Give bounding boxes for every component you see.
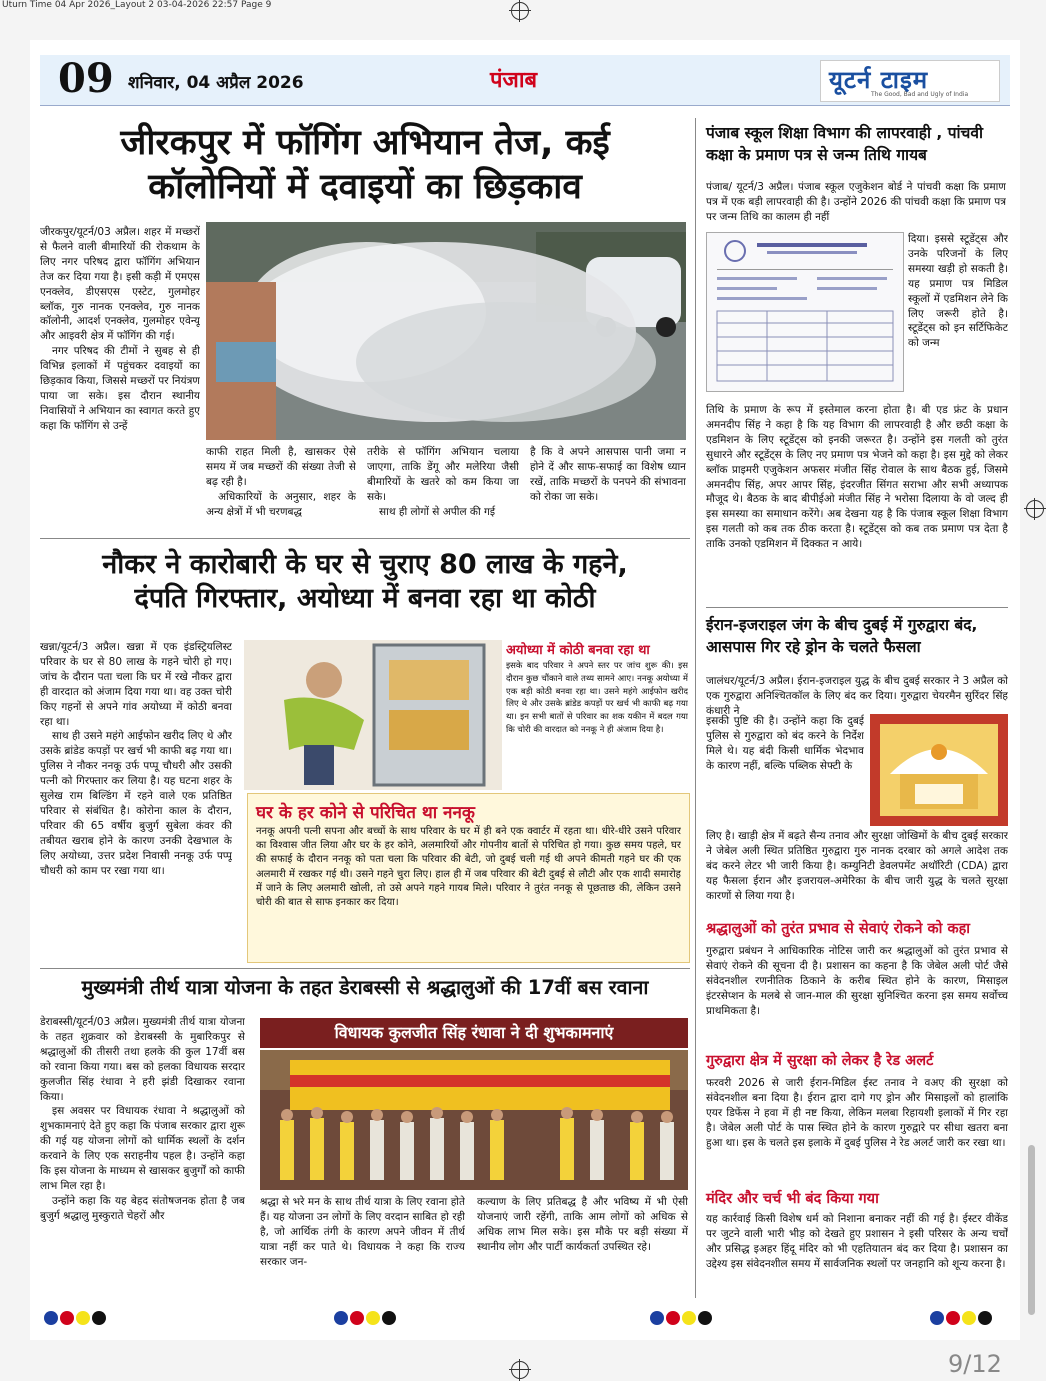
story-divider <box>40 538 690 539</box>
story2-box2-title: घर के हर कोने से परिचित था ननकू <box>256 803 475 823</box>
story5-sub2-text: फरवरी 2026 से जारी ईरान-मिडिल ईस्ट तनाव ने वअए की सुरक्षा को संवेदनशील बना दिया है। ईरान द्वारा दागे गए ड्रोन और मिसाइलों को हालांकि एयर डिफेंस ने हवा में ही नष्ट किया, लेकिन मलबा रिहायशी इलाकों में गिर रहा है। जेबेल अली पोर्ट के पास स्थित होने के कारण गुरुद्वारे पर सीधा खतरा बना हुआ था। इस के चलते इस इलाके में दुबई पुलिस ने रेड अलर्ट जारी कर रखा था। <box>706 1077 1008 1149</box>
registration-mark-top <box>511 2 529 20</box>
logo-tagline: The Good, Bad and Ugly of India <box>871 91 969 98</box>
story5-subhead2: गुरुद्वारा क्षेत्र में सुरक्षा को लेकर है रेड अलर्ट <box>706 1053 934 1069</box>
story1-headline: जीरकपुर में फॉगिंग अभियान तेज, कई कॉलोनियों में दवाइयों का छिड़काव <box>120 123 610 207</box>
story-divider <box>706 607 1008 608</box>
story5-side: इसकी पुष्टि की है। उन्होंने कहा कि दुबई पुलिस से गुरुद्वारा को बंद करने के निर्देश मिले थे। यह बंदी किसी धार्मिक भेदभाव के कारण नहीं, बल्कि पब्लिक सेफ्टी के <box>706 715 864 772</box>
story2-box2 <box>247 793 690 963</box>
story3-col2: श्रद्धा से भरे मन के साथ तीर्थ यात्रा के लिए रवाना होते हैं। यह योजना उन लोगों के लिए वरदान साबित हो रही है, जो आर्थिक तंगी के कारण अपने जीवन में तीर्थ यात्रा नहीं कर पाते थे। विधायक ने कहा कि राज्य सरकार जन- <box>260 1196 465 1268</box>
story2-col1: खन्ना/यूटर्न/3 अप्रैल। खन्ना में एक इंडस्ट्रियलिस्ट परिवार के घर से 80 लाख के गहने चोरी हो गए। जांच के दौरान पता चला कि घर में रखे नौकर द्वारा ही वारदात को अंजाम दिया गया था। वह उक्त चोरी किए गहनों से अपने गांव अयोध्या में कोठी बनवा रहा था। साथ ही उसने महंगे आईफोन खरीद लिए थे और उसके ब्रांडेड कपड़ों पर खर्च भी काफी बढ़ गया था। पुलिस ने नौकर ननकू उर्फ पप्पू चौधरी और उसकी पत्नी को गिरफ्तार कर लिया है। यह घटना शहर के सुलेख राम बिल्डिंग में रहने वाले एक प्रतिष्ठित परिवार से संबंधित है। कोरोना काल के दौरान, परिवार की 65 वर्षीय बुजुर्ग सुबेला कंवर की तबीयत खराब होने के कारण उनकी देखभाल के लिए अयोध्या, उत्तर प्रदेश निवासी ननकू उर्फ पप्पू चौधरी को काम पर रखा गया था। <box>40 641 232 877</box>
story5-headline: ईरान-इजराइल जंग के बीच दुबई में गुरुद्वारा बंद, आसपास गिर रहे ड्रोन के चलते फैसला <box>706 616 978 657</box>
story1-col4: है कि वे अपने आसपास पानी जमा न होने दें और साफ-सफाई का विशेष ध्यान रखें, ताकि मच्छरों के पनपने की संभावना को रोका जा सके। <box>530 446 686 503</box>
story5-body: लिए है। खाड़ी क्षेत्र में बढ़ते सैन्य तनाव और सुरक्षा जोखिमों के बीच दुबई सरकार ने जेबेल अली स्थित प्रतिष्ठित गुरुद्वारा गुरु नानक दरबार को अगले आदेश तक बंद करने लेटर भी जारी किया है। कम्युनिटी डेवलपमेंट अथॉरिटी (CDA) द्वारा यह फैसला ईरान और इजरायल-अमेरिका के बीच जारी युद्ध के चलते सुरक्षा कारणों से लिया गया है। <box>706 830 1008 902</box>
theft-illustration <box>244 640 502 790</box>
story1-col2: काफी राहत मिली है, खासकर ऐसे समय में जब मच्छरों की संख्या तेजी से बढ़ रही है। अधिकारियों के अनुसार, शहर के अन्य क्षेत्रों में भी चरणबद्ध <box>206 446 356 518</box>
color-bar-1 <box>44 1310 108 1324</box>
page-number: 09 <box>58 55 114 102</box>
story5-sub1-text: गुरुद्वारा प्रबंधन ने आधिकारिक नोटिस जारी कर श्रद्धालुओं को तुरंत प्रभाव से सेवाएं रोकने की सूचना दी है। प्रशासन का कहना है कि जेबेल अली पोर्ट जैसे संवेदनशील रणनीतिक ठिकाने के करीब स्थित होने के कारण, मिसाइल इंटरसेप्शन के मलबे से जान-माल की सुरक्षा सुनिश्चित करना इस समय सर्वोच्च प्राथमिकता है। <box>706 945 1008 1017</box>
story4-headline: पंजाब स्कूल शिक्षा विभाग की लापरवाही , पांचवी कक्षा के प्रमाण पत्र से जन्म तिथि गायब <box>706 124 983 165</box>
story5-subhead3: मंदिर और चर्च भी बंद किया गया <box>706 1191 879 1207</box>
story5-subhead1: श्रद्धालुओं को तुरंत प्रभाव से सेवाएं रोकने को कहा <box>706 921 971 937</box>
color-bar-4 <box>930 1310 994 1324</box>
story3-headline: मुख्यमंत्री तीर्थ यात्रा योजना के तहत डेराबस्सी से श्रद्धालुओं की 17वीं बस रवाना <box>81 976 649 999</box>
story3-col3: कल्याण के लिए प्रतिबद्ध है और भविष्य में भी ऐसी योजनाएं जारी रहेंगी, ताकि आम लोगों को अधिक से अधिक लाभ मिल सके। इस मौके पर बड़ी संख्या में स्थानीय लोग और पार्टी कार्यकर्ता उपस्थित रहे। <box>477 1196 688 1253</box>
story-divider <box>40 968 690 969</box>
scrollbar-thumb[interactable] <box>1028 1145 1035 1315</box>
page-counter: 9/12 <box>948 1350 1002 1378</box>
issue-date: शनिवार, 04 अप्रैल 2026 <box>128 73 304 93</box>
story3-banner: विधायक कुलजीत सिंह रंधावा ने दी शुभकामनाएं <box>260 1018 688 1048</box>
story4-lead: पंजाब/ यूटर्न/3 अप्रैल। पंजाब स्कूल एजुकेशन बोर्ड ने पांचवी कक्षा कि प्रमाण पत्र में एक बड़ी लापरवाही की है। उन्होंने 2026 की पांचवी कक्षा कि प्रमाण पत्र पर जन्म तिथि का कालम ही नहीं <box>706 181 1006 223</box>
gurudwara-photo <box>870 714 1008 826</box>
story4-body: तिथि के प्रमाण के रूप में इस्तेमाल करना होता है। बी एड फ्रंट के प्रधान अमनदीप सिंह ने कहा है कि यह विभाग की लापरवाही है और छठी कक्षा के एडमिशन के लिए स्टूडेंट्स को इनकी जरूरत है। उन्होंने इस गलती को तुरंत सुधारने और स्टूडेंट्स के लिए नए प्रमाण पत्र भेजने को कहा है। इस मुद्दे को लेकर ब्लॉक प्राइमरी एजुकेशन अफसर मंजीत सिंह रोवाल के साथ बैठक हुई, जिसमे अमनदीप सिंह, अपर आपर सिंह, इंदरजीत सिंगत सराभा और सभी अध्यापक मौजूद थे। बैठक के बाद बीपीईओ मंजीत सिंह ने भरोसा दिलाया के वो जल्द ही इस समस्या का समाधान करेंगे। अब देखना यह है कि पंजाब स्कूल शिक्षा विभाग इस गलती को कब तक ठीक करता है। स्टूडेंट्स को कब तक प्रमाण पत्र देता है ताकि उनको एडमिशन में दिक्कत न आये। <box>706 404 1008 551</box>
logo-text: यूटर्न टाइम <box>829 66 929 94</box>
story2-box2-text: ननकू अपनी पत्नी सपना और बच्चों के साथ परिवार के घर में ही बने एक क्वार्टर में रहता था। धीरे-धीरे उसने परिवार का विश्वास जीत लिया और घर के हर कोने, अलमारियों और गोपनीय बातों से परिचित हो गया। कुछ समय पहले, घर की सफाई के दौरान ननकू को पता चला कि परिवार की बेटी, जो दुबई चली गई थी अपने कीमती गहने घर की एक अलमारी में रखकर गई थी। उसने गहने चुरा लिए। हाल ही में जब परिवार की बेटी दुबई से लौटी और एक शादी समारोह में जाने के लिए अलमारी खोली, तो उसे अपने गहने गायब मिले। परिवार ने तुरंत ननकू से पूछताछ की, लेकिन उसने चोरी की बात से साफ इनकार कर दिया। <box>256 826 681 908</box>
column-divider <box>695 118 696 1298</box>
masthead-logo <box>820 60 1000 102</box>
story2-headline: नौकर ने कारोबारी के घर से चुराए 80 लाख के गहने, दंपति गिरफ्तार, अयोध्या में बनवा रहा था कोठी <box>102 549 628 614</box>
story5-lead: जालंधर/यूटर्न/3 अप्रैल। ईरान-इजराइल युद्ध के बीच दुबई सरकार ने 3 अप्रैल को एक गुरुद्वारा अनिश्चितकॉल के लिए बंद कर दिया। गुरुद्वारा चेयरमैन सुरिंदर सिंह कंधारी ने <box>706 675 1008 716</box>
registration-mark-right <box>1026 500 1044 518</box>
story4-side: दिया। इससे स्टूडेंट्स और उनके परिजनों के लिए समस्या खड़ी हो सकती है। यह प्रमाण पत्र मिडिल स्कूलों में एडमिशन लेने कि लिए जरूरी होते है। स्टूडेंट्स को इन सर्टिफिकेट को जन्म <box>908 233 1008 350</box>
section-name: पंजाब <box>490 68 538 93</box>
story2-box1: अयोध्या में कोठी बनवा रहा था इसके बाद परिवार ने अपने स्तर पर जांच शुरू की। इस दौरान कुछ चौंकाने वाले तथ्य सामने आए। ननकू अयोध्या में एक बड़ी कोठी बनवा रहा था। उसने महंगे आईफोन खरीद लिए थे और उसके ब्रांडेड कपड़ों पर खर्च भी काफी बढ़ गया था। इन सभी बातों से परिवार का शक यकीन में बदल गया कि चोरी की वारदात को ननकू ने ही अंजाम दिया है। <box>506 643 688 735</box>
bus-group-photo <box>260 1050 688 1190</box>
registration-mark-bottom <box>511 1361 529 1379</box>
print-slug: Uturn Time 04 Apr 2026_Layout 2 03-04-2026 22:57 Page 9 <box>2 0 272 10</box>
story1-col1: जीरकपुर/यूटर्न/03 अप्रैल। शहर में मच्छरों से फैलने वाली बीमारियों की रोकथाम के लिए नगर परिषद द्वारा फॉगिंग अभियान तेज कर दिया गया है। इसी कड़ी में एमएस एनक्लेव, डीएसएस एस्टेट, गुलमोहर ब्लॉक, गुरु नानक एनक्लेव, गुरु नानक कॉलोनी, आदर्श एनक्लेव, गुलमोहर एवेन्यू और आइवरी क्षेत्र में फॉगिंग की गई। नगर परिषद की टीमों ने सुबह से ही विभिन्न इलाकों में पहुंचकर दवाइयों का छिड़काव किया, जिससे मच्छरों पर नियंत्रण पाया जा सके। इस दौरान स्थानीय निवासियों ने अभियान का स्वागत करते हुए कहा कि फॉगिंग से उन्हें <box>40 226 200 432</box>
story5-sub3-text: यह कार्रवाई किसी विशेष धर्म को निशाना बनाकर नहीं की गई है। ईस्टर वीकेंड पर जुटने वाली भारी भीड़ को देखते हुए प्रशासन ने इसी परिसर के अन्य चर्चों और प्रसिद्ध इअहर हिंदू मंदिर को भी एहतियातन बंद कर दिया है। प्रशासन का उद्देश्य इस संवेदनशील समय में सार्वजनिक स्थलों पर जनहानि को शून्य करना है। <box>706 1213 1008 1270</box>
story1-col3: तरीके से फॉगिंग अभियान चलाया जाएगा, ताकि डेंगू और मलेरिया जैसी बीमारियों के खतरे को कम किया जा सके। साथ ही लोगों से अपील की गई <box>367 446 519 518</box>
fogging-photo <box>206 222 686 440</box>
color-bar-3 <box>650 1310 714 1324</box>
color-bar-2 <box>334 1310 398 1324</box>
story3-col1: डेराबस्सी/यूटर्न/03 अप्रैल। मुख्यमंत्री तीर्थ यात्रा योजना के तहत शुक्रवार को डेराबस्सी के मुबारिकपुर से श्रद्धालुओं की तीसरी तथा हलके की कुल 17वीं बस को रवाना किया गया। बस को हलका विधायक सरदार कुलजीत सिंह रंधावा ने हरी झंडी दिखाकर रवाना किया। इस अवसर पर विधायक रंधावा ने श्रद्धालुओं को शुभकामनाएं देते हुए कहा कि पंजाब सरकार द्वारा शुरू की गई यह योजना लोगों को धार्मिक स्थलों के दर्शन करवाने के लिए एक सराहनीय पहल है। उन्होंने कहा कि इस योजना के माध्यम से खासकर बुजुर्गों को काफी लाभ मिल रहा है। उन्होंने कहा कि यह बेहद संतोषजनक होता है जब बुजुर्ग श्रद्धालु मुस्कुराते चेहरों और <box>40 1016 245 1222</box>
certificate-image <box>706 232 904 392</box>
